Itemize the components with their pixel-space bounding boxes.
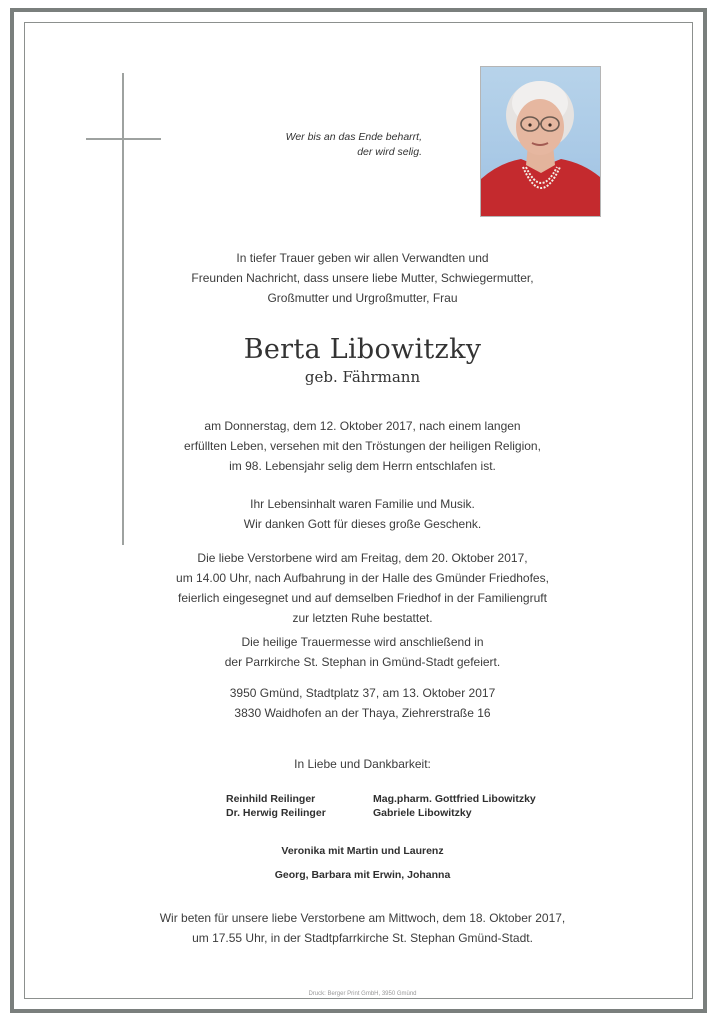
birth-name: geb. Fährmann [304,368,421,386]
mourner-name: Dr. Herwig Reilinger [226,807,326,819]
deceased-name: Berta Libowitzky [243,334,482,365]
intro-text [100,248,625,308]
mass-text [100,632,625,672]
mourners-left [226,792,326,820]
funeral-text [100,548,625,628]
life-line: Ihr Lebensinhalt waren Familie und Musik. [250,497,475,511]
gratitude-line: In Liebe und Dankbarkeit: [294,757,431,771]
death-line: im 98. Lebensjahr selig dem Herrn entschlafen ist. [229,459,496,473]
prayer-text [100,908,625,948]
grandchildren-line: Veronika mit Martin und Laurenz [281,845,444,857]
motto-line: der wird selig. [357,146,422,158]
funeral-line: zur letzten Ruhe bestattet. [292,611,433,625]
life-line: Wir danken Gott für dieses große Geschenk. [243,517,482,531]
portrait-image [481,67,600,216]
mourners-right [373,792,536,820]
printer-credit: Druck: Berger Print GmbH, 3950 Gmünd [308,991,417,997]
prayer-line: um 17.55 Uhr, in der Stadtpfarrkirche St. Stephan Gmünd-Stadt. [192,931,533,945]
addresses [100,683,625,723]
intro-line: In tiefer Trauer geben wir allen Verwandten und [236,251,489,265]
funeral-line: Die liebe Verstorbene wird am Freitag, dem 20. Oktober 2017, [197,551,528,565]
death-line: erfüllten Leben, versehen mit den Tröstungen der heiligen Religion, [184,439,541,453]
life-text [100,494,625,534]
deceased-block [100,333,625,387]
motto-line: Wer bis an das Ende beharrt, [285,131,422,143]
gratitude [100,754,625,774]
prayer-line: Wir beten für unsere liebe Verstorbene am Mittwoch, dem 18. Oktober 2017, [159,911,566,925]
mourner-name: Gabriele Libowitzky [373,807,472,819]
cross-bar [86,138,161,140]
grandchildren [100,844,625,882]
funeral-line: feierlich eingesegnet und auf demselben Friedhof in der Familiengruft [178,591,547,605]
grandchildren-line: Georg, Barbara mit Erwin, Johanna [274,869,451,881]
portrait-photo [480,66,601,217]
mass-line: Die heilige Trauermesse wird anschließend in [241,635,484,649]
intro-line: Großmutter und Urgroßmutter, Frau [267,291,458,305]
mass-line: der Parrkirche St. Stephan in Gmünd-Stadt gefeiert. [224,655,501,669]
motto [200,130,422,160]
death-line: am Donnerstag, dem 12. Oktober 2017, nach einem langen [204,419,521,433]
death-notice [100,416,625,476]
mourner-name: Mag.pharm. Gottfried Libowitzky [373,793,536,805]
address-line: 3830 Waidhofen an der Thaya, Ziehrerstraße 16 [234,706,491,720]
intro-line: Freunden Nachricht, dass unsere liebe Mutter, Schwiegermutter, [191,271,534,285]
mourner-name: Reinhild Reilinger [226,793,316,805]
funeral-line: um 14.00 Uhr, nach Aufbahrung in der Halle des Gmünder Friedhofes, [176,571,549,585]
address-line: 3950 Gmünd, Stadtplatz 37, am 13. Oktober 2017 [229,686,496,700]
